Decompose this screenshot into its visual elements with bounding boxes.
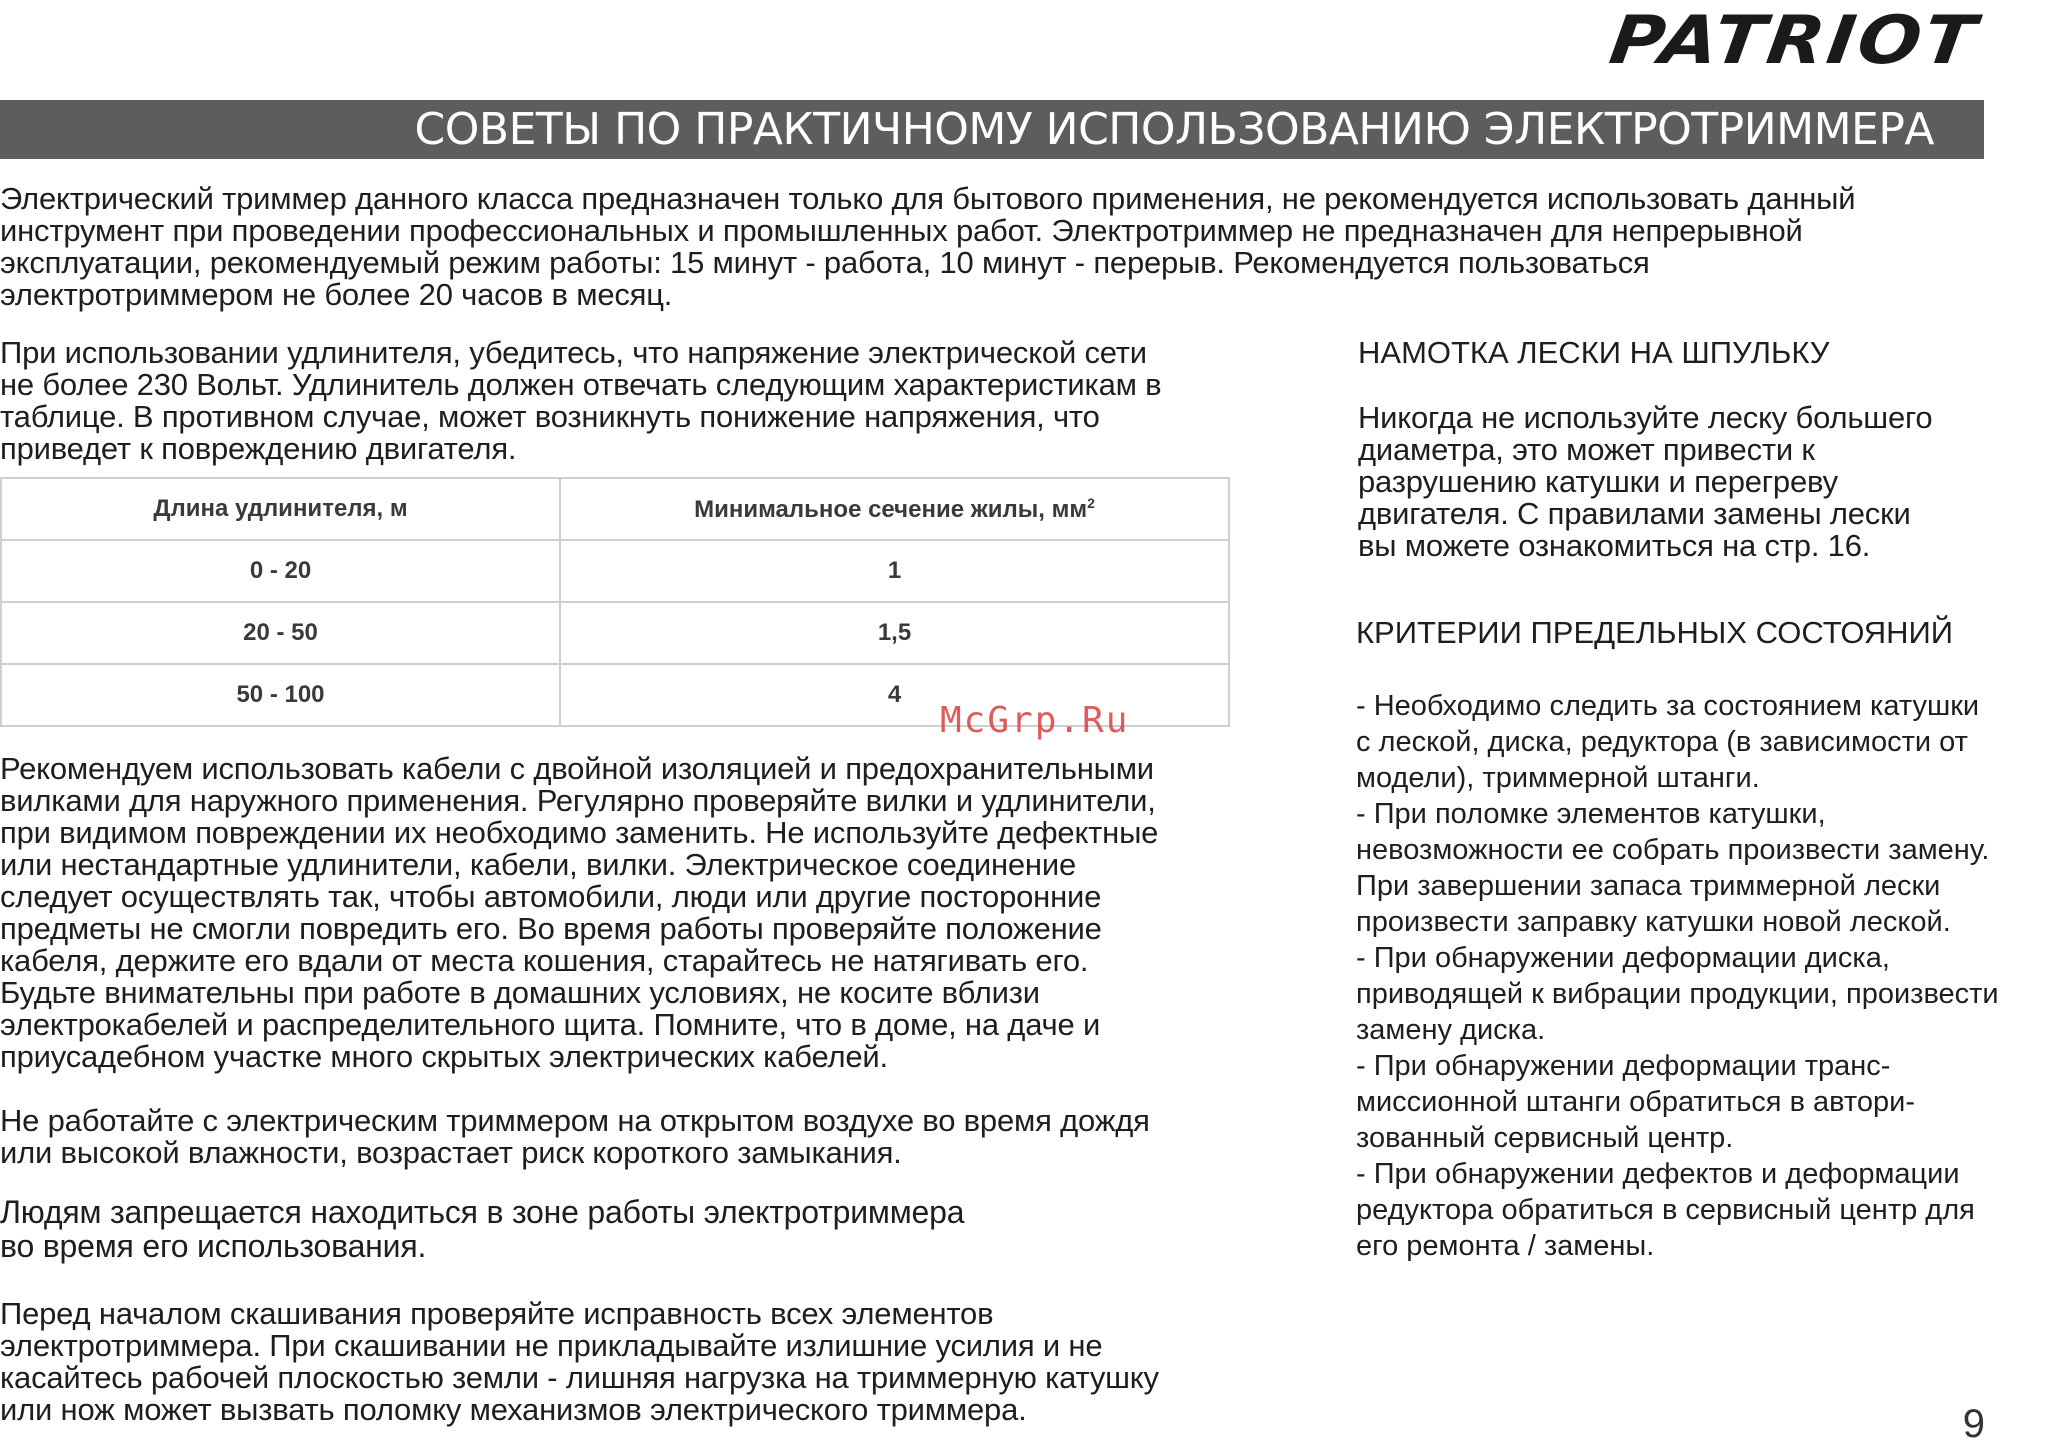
list-item: - При обнаружении деформации транс- миссионной штанги обратиться в автори- зованный сервисный центр.: [1356, 1050, 1916, 1154]
watermark: McGrp.Ru: [940, 700, 1130, 741]
cell-length: 20 - 50: [1, 602, 560, 664]
cell-section: 4: [560, 664, 1229, 726]
list-item: - Необходимо следить за состоянием катушки с леской, диска, редуктора (в зависимости от модели), триммерной штанги.: [1356, 690, 1980, 794]
patriot-logo: PATRIOT: [1605, 2, 1983, 80]
intro-paragraph: Электрический триммер данного класса предназначен только для бытового применения, не рекомендуется использовать данный инструмент при проведении профессиональных и промышленных работ. Электротриммер не предназначен для непрерывной эксплуатации, рекомендуемый режим работы: 15 минут - работа, 10 минут - перерыв. Рекомендуется пользоваться электротриммером не более 20 часов в месяц.: [0, 181, 1856, 312]
section-title-banner: СОВЕТЫ ПО ПРАКТИЧНОМУ ИСПОЛЬЗОВАНИЮ ЭЛЕКТРОТРИММЕРА: [0, 100, 1984, 159]
list-item: - При обнаружении дефектов и деформации редуктора обратиться в сервисный центр для его ремонта / замены.: [1356, 1158, 1975, 1262]
list-item: - При поломке элементов катушки, невозможности ее собрать произвести замену. При завершении запаса триммерной лески произвести заправку катушки новой леской.: [1356, 798, 1990, 938]
mowing-paragraph: Перед началом скашивания проверяйте исправность всех элементов электротриммера. При скашивании не прикладывайте излишние усилия и не касайтесь рабочей плоскостью земли - лишняя нагрузка на триммерную катушку или нож может вызвать поломку механизмов электрического триммера.: [0, 1296, 1159, 1427]
cell-section: 1,5: [560, 602, 1229, 664]
criteria-list: [1356, 688, 1999, 1264]
extension-cable-table: [0, 477, 1230, 727]
extension-paragraph: При использовании удлинителя, убедитесь, что напряжение электрической сети не более 230 Вольт. Удлинитель должен отвечать следующим характеристикам в таблице. В противном случае, может возникнуть понижение напряжения, что приведет к повреждению двигателя.: [0, 335, 1162, 466]
cell-length: 0 - 20: [1, 540, 560, 602]
spool-heading: НАМОТКА ЛЕСКИ НА ШПУЛЬКУ: [1358, 335, 1830, 370]
header-length: Длина удлинителя, м: [1, 478, 560, 540]
cell-length: 50 - 100: [1, 664, 560, 726]
cables-paragraph: Рекомендуем использовать кабели с двойной изоляцией и предохранительными вилками для наружного применения. Регулярно проверяйте вилки и удлинители, при видимом повреждении их необходимо заменить. Не используйте дефектные или нестандартные удлинители, кабели, вилки. Электрическое соединение следует осуществлять так, чтобы автомобили, люди или другие посторонние предметы не смогли повредить его. Во время работы проверяйте положение кабеля, держите его вдали от места кошения, старайтесь не натягивать его. Будьте внимательны при работе в домашних условиях, не косите вблизи электрокабелей и распределительного щита. Помните, что в доме, на даче и приусадебном участке много скрытых электрических кабелей.: [0, 751, 1159, 1074]
table-header-row: [1, 478, 1229, 540]
rain-paragraph: Не работайте с электрическим триммером на открытом воздухе во время дождя или высокой влажности, возрастает риск короткого замыкания.: [0, 1103, 1150, 1170]
table-row: [1, 540, 1229, 602]
table-row: [1, 602, 1229, 664]
cell-section: 1: [560, 540, 1229, 602]
people-paragraph: Людям запрещается находиться в зоне работы электротриммера во время его использования.: [0, 1194, 965, 1264]
header-section: Минимальное сечение жилы, $мм^2$: [560, 478, 1229, 540]
list-item: - При обнаружении деформации диска, приводящей к вибрации продукции, произвести замену диска.: [1356, 942, 1999, 1046]
page-number: 9: [1962, 1402, 1985, 1446]
criteria-heading: КРИТЕРИИ ПРЕДЕЛЬНЫХ СОСТОЯНИЙ: [1356, 615, 1954, 650]
spool-paragraph: Никогда не используйте леску большего диаметра, это может привести к разрушению катушки и перегреву двигателя. С правилами замены лески вы можете ознакомиться на стр. 16.: [1358, 400, 1933, 563]
